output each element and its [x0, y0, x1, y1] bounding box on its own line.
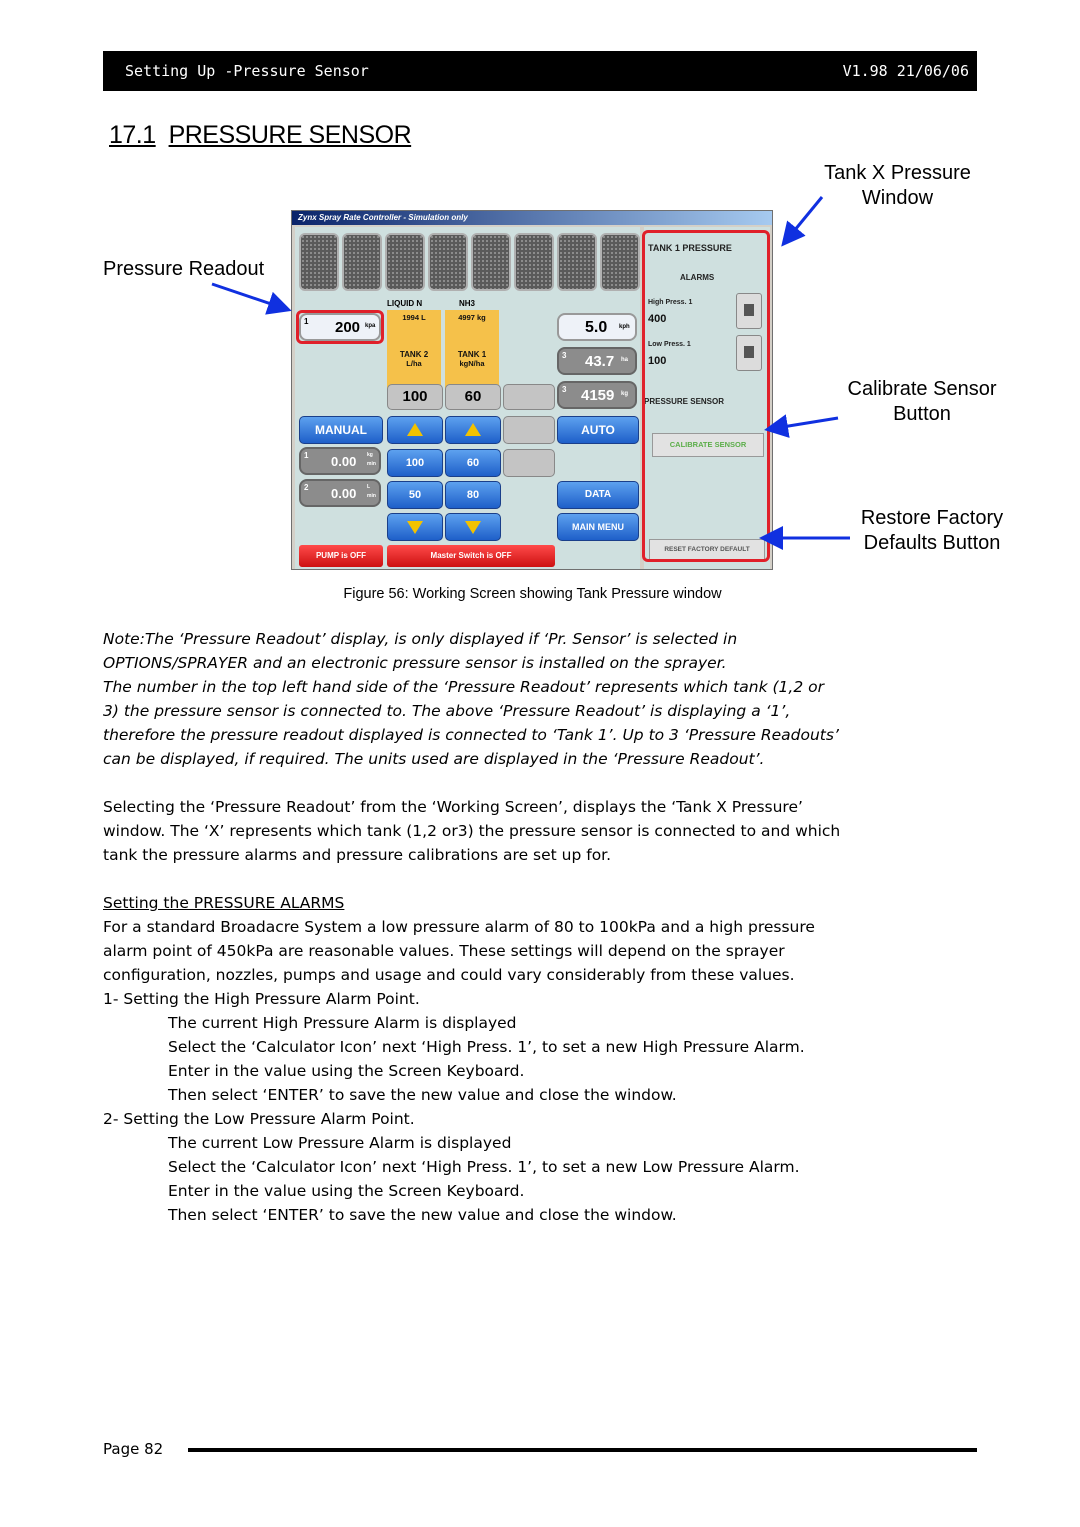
preset-tank1-high-button[interactable]: 60: [445, 449, 501, 477]
note-line: The number in the top left hand side of the ‘Pressure Readout’ represents which tank (1,2 or: [103, 678, 824, 696]
header-version: V1.98 21/06/06: [842, 62, 969, 80]
high-press-label: High Press. 1: [648, 299, 693, 306]
area-value: 43.7: [585, 353, 615, 370]
arrow-down-icon: [407, 521, 423, 534]
window-titlebar: Zynx Spray Rate Controller - Simulation only: [292, 211, 772, 225]
preset-empty-high: [503, 449, 555, 477]
note-paragraph: [103, 627, 975, 771]
tank2-unit: L/ha: [406, 359, 422, 368]
pump-status-button[interactable]: PUMP is OFF: [299, 545, 383, 567]
rate-display-tank1[interactable]: 60: [445, 384, 501, 410]
rate-up-tank1-button[interactable]: [445, 416, 501, 444]
controller-screenshot: [291, 210, 773, 570]
header-section: Setting Up -Pressure Sensor: [125, 62, 369, 80]
reset-factory-default-button[interactable]: RESET FACTORY DEFAULT: [649, 539, 765, 561]
rate-up-empty: [503, 416, 555, 444]
step-2-line: Enter in the value using the Screen Keyboard.: [168, 1182, 525, 1200]
pressure-value: 200: [335, 319, 361, 336]
section-number: 17.1: [109, 121, 156, 149]
product2-amount: 4997 kg: [458, 313, 486, 322]
callout-calibrate-line1: Calibrate Sensor: [847, 378, 997, 400]
pressure-sensor-heading: PRESSURE SENSOR: [644, 397, 725, 406]
flow1-value: 0.00: [331, 454, 357, 469]
data-button[interactable]: DATA: [557, 481, 639, 509]
flow2-value: 0.00: [331, 486, 357, 501]
alarms-heading: ALARMS: [680, 273, 715, 282]
running-header: [103, 51, 977, 91]
step-2-line: Select the ‘Calculator Icon’ next ‘High Press. 1’, to set a new Low Pressure Alarm.: [168, 1158, 800, 1176]
flow1-display[interactable]: [299, 447, 381, 475]
step-2-line: Then select ‘ENTER’ to save the new value and close the window.: [168, 1206, 677, 1224]
low-press-value: 100: [648, 355, 667, 367]
product2-name: NH3: [459, 299, 476, 308]
callout-restore-line2: Defaults Button: [863, 532, 1001, 554]
nozzle-section-1[interactable]: [299, 233, 339, 291]
flow2-display[interactable]: [299, 479, 381, 507]
note-line: can be displayed, if required. The units used are displayed in the ‘Pressure Readout’.: [103, 750, 765, 768]
arrow-up-icon: [407, 423, 423, 436]
note-line: 3) the pressure sensor is connected to. The above ‘Pressure Readout’ is displaying a ‘1’,: [103, 702, 791, 720]
nozzle-section-7[interactable]: [557, 233, 597, 291]
step-1-heading: 1- Setting the High Pressure Alarm Point.: [103, 990, 420, 1008]
weight-tank-number: 3: [562, 385, 567, 394]
callout-tank-window: [810, 162, 985, 210]
pressure-window-highlight: [642, 230, 770, 562]
speed-display[interactable]: [557, 313, 637, 341]
subheading-pressure-alarms: Setting the PRESSURE ALARMS: [103, 894, 345, 912]
flow1-unit-top: kg: [367, 452, 373, 458]
page-number: Page 82: [103, 1440, 164, 1458]
high-press-value: 400: [648, 313, 667, 325]
auto-button[interactable]: AUTO: [557, 416, 639, 444]
pressure-unit: kpa: [365, 323, 376, 329]
rate-down-tank2-button[interactable]: [387, 513, 443, 541]
note-line: Note:The ‘Pressure Readout’ display, is only displayed if ‘Pr. Sensor’ is selected in: [103, 630, 738, 648]
nozzle-section-5[interactable]: [471, 233, 511, 291]
footer-rule: [188, 1448, 977, 1452]
flow2-unit-top: L: [367, 484, 371, 490]
tank2-label: TANK 2: [399, 350, 429, 359]
working-screen-panel: [295, 227, 640, 569]
pressure-readout-highlight: [296, 310, 384, 344]
calibrate-sensor-button[interactable]: CALIBRATE SENSOR: [652, 433, 764, 457]
paragraph-broadacre: [103, 915, 975, 987]
paragraph-line: tank the pressure alarms and pressure calibrations are set up for.: [103, 846, 612, 864]
speed-value: 5.0: [585, 319, 608, 336]
nozzle-section-3[interactable]: [385, 233, 425, 291]
note-line: therefore the pressure readout displayed is connected to ‘Tank 1’. Up to 3 ‘Pressure Readouts’: [103, 726, 839, 744]
step-2-heading: 2- Setting the Low Pressure Alarm Point.: [103, 1110, 415, 1128]
area-unit: ha: [621, 357, 629, 363]
weight-display[interactable]: [557, 381, 637, 409]
paragraph-line: alarm point of 450kPa are reasonable values. These settings will depend on the sprayer: [103, 942, 785, 960]
step-2-line: The current Low Pressure Alarm is displayed: [168, 1134, 512, 1152]
master-switch-button[interactable]: Master Switch is OFF: [387, 545, 555, 567]
flow2-unit-bottom: min: [367, 493, 376, 499]
weight-unit: kg: [621, 391, 629, 397]
product1-amount: 1994 L: [402, 313, 426, 322]
arrow-down-icon: [465, 521, 481, 534]
nozzle-section-8[interactable]: [600, 233, 640, 291]
step-1-line: Then select ‘ENTER’ to save the new value and close the window.: [168, 1086, 677, 1104]
step-1-line: The current High Pressure Alarm is displayed: [168, 1014, 517, 1032]
callout-calibrate-line2: Button: [893, 403, 951, 425]
callout-tank-window-line2: Window: [861, 187, 934, 209]
paragraph-line: window. The ‘X’ represents which tank (1,2 or3) the pressure sensor is connected to and which: [103, 822, 841, 840]
flow1-tank-number: 1: [304, 451, 309, 460]
section-heading: PRESSURE SENSOR: [168, 121, 412, 149]
paragraph-line: Selecting the ‘Pressure Readout’ from the ‘Working Screen’, displays the ‘Tank X Pressure’: [103, 798, 803, 816]
preset-tank2-low-button[interactable]: 50: [387, 481, 443, 509]
rate-up-tank2-button[interactable]: [387, 416, 443, 444]
step-1-line: Enter in the value using the Screen Keyboard.: [168, 1062, 525, 1080]
callout-pressure-readout: Pressure Readout: [103, 258, 265, 280]
nozzle-section-4[interactable]: [428, 233, 468, 291]
arrow-to-pressure-readout: [212, 284, 286, 309]
callout-tank-window-line1: Tank X Pressure: [824, 162, 971, 184]
low-press-label: Low Press. 1: [648, 341, 691, 348]
tank1-label: TANK 1: [457, 350, 487, 359]
tank1-unit: kgN/ha: [459, 359, 485, 368]
nozzle-section-2[interactable]: [342, 233, 382, 291]
rate-display-empty: [503, 384, 555, 410]
product1-name: LIQUID N: [387, 299, 423, 308]
rate-display-tank2[interactable]: 100: [387, 384, 443, 410]
manual-button[interactable]: MANUAL: [299, 416, 383, 444]
nozzle-section-6[interactable]: [514, 233, 554, 291]
weight-value: 4159: [581, 387, 615, 404]
callout-restore: [842, 507, 1022, 555]
callout-calibrate: [832, 378, 1012, 426]
flow1-unit-bottom: min: [367, 461, 376, 467]
arrow-up-icon: [465, 423, 481, 436]
speed-unit: kph: [619, 324, 630, 330]
preset-tank1-low-button[interactable]: 80: [445, 481, 501, 509]
arrow-to-calibrate: [770, 418, 838, 429]
paragraph-line: configuration, nozzles, pumps and usage and could vary considerably from these values.: [103, 966, 795, 984]
rate-down-tank1-button[interactable]: [445, 513, 501, 541]
pressure-window-title: TANK 1 PRESSURE: [648, 243, 732, 253]
area-display[interactable]: [557, 347, 637, 375]
area-tank-number: 3: [562, 351, 567, 360]
step-1-line: Select the ‘Calculator Icon’ next ‘High Press. 1’, to set a new High Pressure Alarm.: [168, 1038, 805, 1056]
main-menu-button[interactable]: MAIN MENU: [557, 513, 639, 541]
pressure-tank-number: 1: [304, 317, 309, 326]
callout-restore-line1: Restore Factory: [860, 507, 1004, 529]
figure-caption: Figure 56: Working Screen showing Tank Pressure window: [343, 586, 722, 602]
paragraph-selecting: [103, 795, 975, 867]
flow2-tank-number: 2: [304, 483, 309, 492]
note-line: OPTIONS/SPRAYER and an electronic pressure sensor is installed on the sprayer.: [103, 654, 727, 672]
preset-tank2-high-button[interactable]: 100: [387, 449, 443, 477]
section-title: [109, 121, 411, 150]
paragraph-line: For a standard Broadacre System a low pressure alarm of 80 to 100kPa and a high pressure: [103, 918, 815, 936]
